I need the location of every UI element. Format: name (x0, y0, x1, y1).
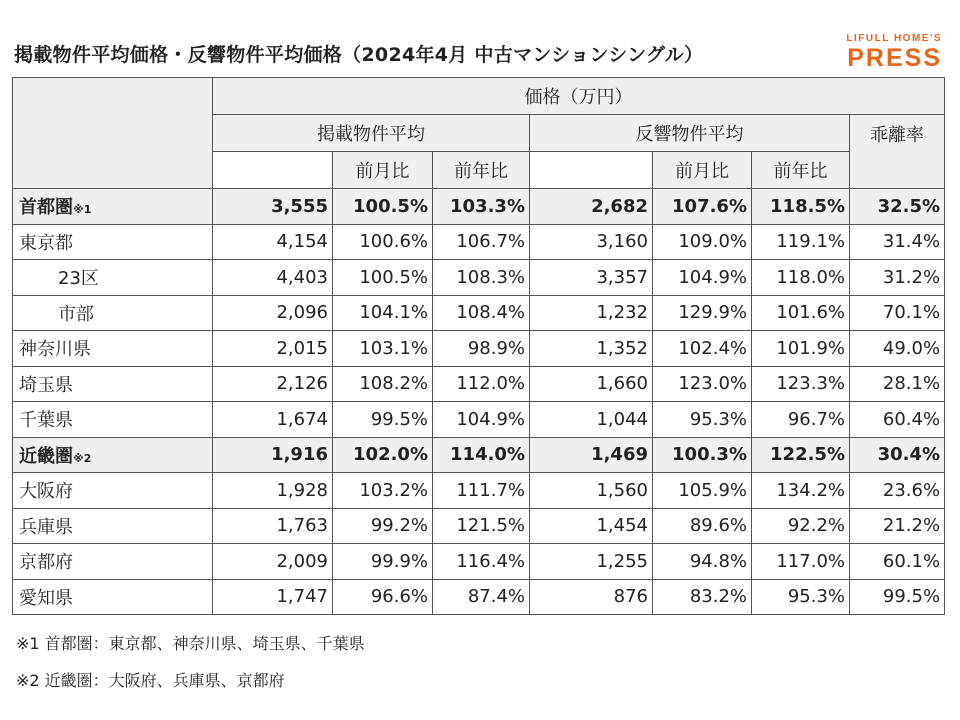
listing-price-cell: 2,126 (213, 366, 333, 402)
response-group-header: 反響物件平均 (530, 115, 850, 152)
listing-yoy-cell: 106.7% (433, 224, 530, 260)
gap-rate-cell: 28.1% (850, 366, 945, 402)
gap-rate-cell: 31.2% (850, 260, 945, 296)
listing-yoy-cell: 108.3% (433, 260, 530, 296)
response-yoy-cell: 118.0% (752, 260, 850, 296)
gap-rate-cell: 99.5% (850, 579, 945, 615)
region-name: 神奈川県 (19, 339, 91, 361)
gap-rate-cell: 31.4% (850, 224, 945, 260)
listing-price-cell: 1,763 (213, 508, 333, 544)
row-label (13, 473, 213, 509)
listing-yoy-cell: 116.4% (433, 544, 530, 580)
table-row (13, 473, 945, 509)
listing-price-cell: 2,009 (213, 544, 333, 580)
region-name: 市部 (58, 303, 94, 325)
listing-mom-header: 前月比 (333, 152, 433, 189)
listing-price-cell: 1,916 (213, 437, 333, 473)
gap-rate-cell: 60.4% (850, 402, 945, 438)
listing-yoy-cell: 112.0% (433, 366, 530, 402)
listing-mom-cell: 96.6% (333, 579, 433, 615)
listing-price-cell: 3,555 (213, 189, 333, 225)
brand-logo (846, 34, 942, 71)
price-table (12, 77, 945, 615)
response-price-cell: 1,560 (530, 473, 653, 509)
table-row (13, 402, 945, 438)
listing-yoy-cell: 87.4% (433, 579, 530, 615)
response-yoy-cell: 96.7% (752, 402, 850, 438)
listing-mom-cell: 99.9% (333, 544, 433, 580)
document-title: 掲載物件平均価格・反響物件平均価格（2024年4月 中古マンションシングル） (14, 44, 704, 66)
row-label (13, 402, 213, 438)
listing-price-cell: 1,747 (213, 579, 333, 615)
region-name: 近畿圏 (19, 445, 73, 467)
table-row (13, 295, 945, 331)
region-name: 兵庫県 (19, 516, 73, 538)
logo-bottom-text: PRESS (847, 44, 942, 72)
listing-mom-cell: 100.6% (333, 224, 433, 260)
response-mom-cell: 105.9% (653, 473, 752, 509)
listing-yoy-cell: 103.3% (433, 189, 530, 225)
row-label (13, 579, 213, 615)
listing-price-cell: 1,928 (213, 473, 333, 509)
region-name: 千葉県 (19, 410, 73, 432)
listing-price-cell: 1,674 (213, 402, 333, 438)
listing-price-cell: 2,015 (213, 331, 333, 367)
listing-price-cell: 4,154 (213, 224, 333, 260)
region-name: 大阪府 (19, 481, 73, 503)
region-name: 愛知県 (19, 587, 73, 609)
region-name: 埼玉県 (19, 374, 73, 396)
response-blank-header (530, 152, 653, 189)
footnote-1: ※1 首都圏：東京都、神奈川県、埼玉県、千葉県 (16, 634, 365, 653)
region-name: 23区 (58, 268, 99, 290)
listing-mom-cell: 104.1% (333, 295, 433, 331)
footnote-marker: ※2 (73, 451, 92, 465)
response-yoy-cell: 118.5% (752, 189, 850, 225)
row-label (13, 295, 213, 331)
gap-rate-cell: 23.6% (850, 473, 945, 509)
table-row (13, 331, 945, 367)
footnote-2: ※2 近畿圏：大阪府、兵庫県、京都府 (16, 671, 285, 690)
response-mom-cell: 89.6% (653, 508, 752, 544)
listing-mom-cell: 100.5% (333, 260, 433, 296)
table-row (13, 189, 945, 225)
table-row (13, 508, 945, 544)
gap-rate-cell: 21.2% (850, 508, 945, 544)
gap-rate-header: 乖離率 (850, 115, 945, 189)
gap-rate-cell: 30.4% (850, 437, 945, 473)
response-price-cell: 3,160 (530, 224, 653, 260)
table-row (13, 579, 945, 615)
response-yoy-cell: 101.9% (752, 331, 850, 367)
row-label (13, 260, 213, 296)
region-name: 東京都 (19, 232, 73, 254)
row-label (13, 189, 213, 225)
gap-rate-cell: 60.1% (850, 544, 945, 580)
listing-mom-cell: 100.5% (333, 189, 433, 225)
response-mom-cell: 83.2% (653, 579, 752, 615)
listing-mom-cell: 99.2% (333, 508, 433, 544)
response-price-cell: 1,232 (530, 295, 653, 331)
response-price-cell: 1,044 (530, 402, 653, 438)
gap-rate-cell: 70.1% (850, 295, 945, 331)
listing-blank-header (213, 152, 333, 189)
response-yoy-header: 前年比 (752, 152, 850, 189)
response-mom-cell: 123.0% (653, 366, 752, 402)
row-label (13, 544, 213, 580)
response-yoy-cell: 122.5% (752, 437, 850, 473)
row-label (13, 508, 213, 544)
response-price-cell: 1,454 (530, 508, 653, 544)
table-row (13, 437, 945, 473)
logo-top-text: LIFULL HOME'S (846, 33, 942, 44)
table-corner (13, 78, 213, 189)
response-price-cell: 1,255 (530, 544, 653, 580)
row-label (13, 366, 213, 402)
response-yoy-cell: 134.2% (752, 473, 850, 509)
response-yoy-cell: 101.6% (752, 295, 850, 331)
listing-group-header: 掲載物件平均 (213, 115, 530, 152)
response-mom-cell: 102.4% (653, 331, 752, 367)
response-yoy-cell: 119.1% (752, 224, 850, 260)
price-header: 価格（万円） (213, 78, 945, 115)
listing-yoy-cell: 121.5% (433, 508, 530, 544)
listing-mom-cell: 103.1% (333, 331, 433, 367)
listing-yoy-cell: 104.9% (433, 402, 530, 438)
response-mom-cell: 109.0% (653, 224, 752, 260)
row-label (13, 224, 213, 260)
response-price-cell: 2,682 (530, 189, 653, 225)
listing-yoy-cell: 111.7% (433, 473, 530, 509)
response-yoy-cell: 123.3% (752, 366, 850, 402)
response-mom-header: 前月比 (653, 152, 752, 189)
response-mom-cell: 95.3% (653, 402, 752, 438)
region-name: 首都圏 (19, 197, 73, 219)
listing-price-cell: 4,403 (213, 260, 333, 296)
listing-mom-cell: 99.5% (333, 402, 433, 438)
row-label (13, 437, 213, 473)
response-price-cell: 1,469 (530, 437, 653, 473)
response-mom-cell: 100.3% (653, 437, 752, 473)
response-price-cell: 1,660 (530, 366, 653, 402)
listing-mom-cell: 102.0% (333, 437, 433, 473)
response-price-cell: 876 (530, 579, 653, 615)
table-row (13, 366, 945, 402)
listing-yoy-header: 前年比 (433, 152, 530, 189)
table-row (13, 544, 945, 580)
gap-rate-cell: 49.0% (850, 331, 945, 367)
row-label (13, 331, 213, 367)
table-row (13, 224, 945, 260)
region-name: 京都府 (19, 552, 73, 574)
response-mom-cell: 107.6% (653, 189, 752, 225)
response-yoy-cell: 95.3% (752, 579, 850, 615)
footnote-marker: ※1 (73, 203, 92, 217)
response-mom-cell: 94.8% (653, 544, 752, 580)
table-row (13, 260, 945, 296)
table-body (13, 189, 945, 615)
listing-price-cell: 2,096 (213, 295, 333, 331)
response-mom-cell: 104.9% (653, 260, 752, 296)
response-price-cell: 1,352 (530, 331, 653, 367)
listing-yoy-cell: 108.4% (433, 295, 530, 331)
response-yoy-cell: 117.0% (752, 544, 850, 580)
response-yoy-cell: 92.2% (752, 508, 850, 544)
response-mom-cell: 129.9% (653, 295, 752, 331)
listing-mom-cell: 103.2% (333, 473, 433, 509)
listing-yoy-cell: 98.9% (433, 331, 530, 367)
gap-rate-cell: 32.5% (850, 189, 945, 225)
listing-mom-cell: 108.2% (333, 366, 433, 402)
listing-yoy-cell: 114.0% (433, 437, 530, 473)
response-price-cell: 3,357 (530, 260, 653, 296)
